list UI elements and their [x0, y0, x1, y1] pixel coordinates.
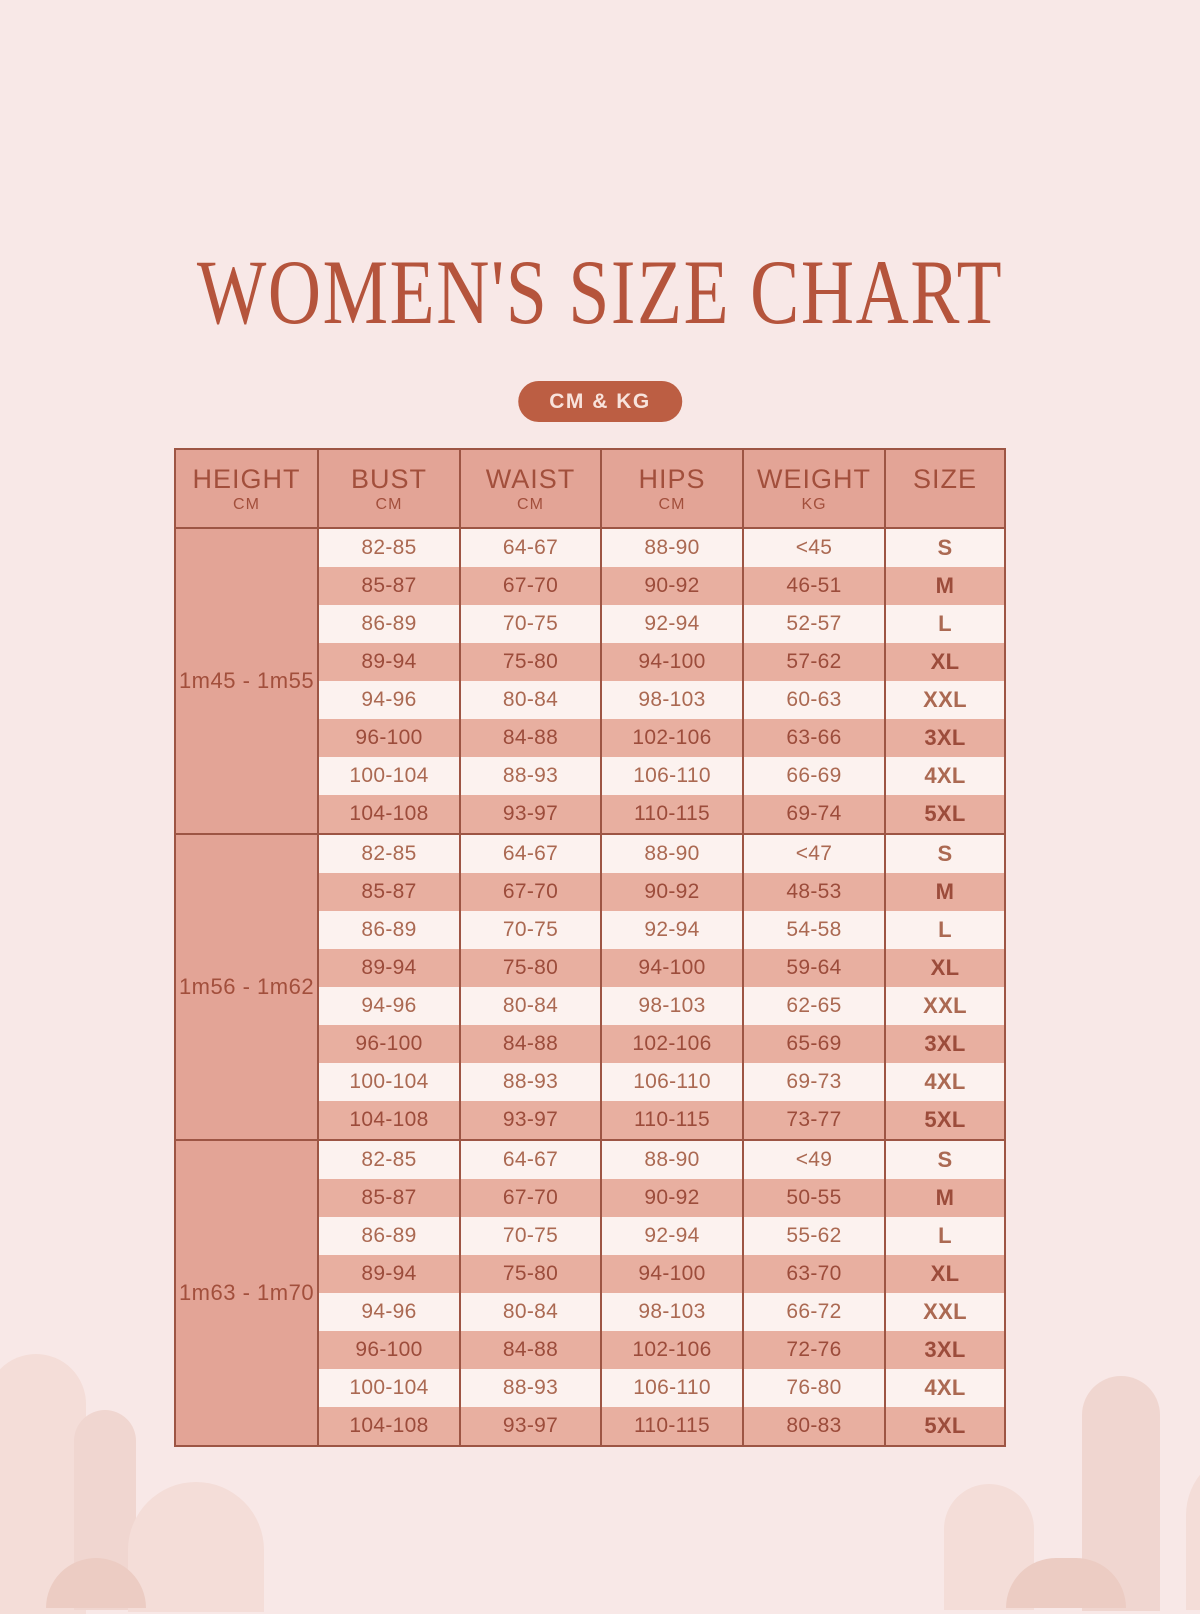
column-header-size [886, 450, 1004, 527]
waist-value: 88-93 [461, 1063, 602, 1101]
waist-value: 75-80 [461, 643, 602, 681]
bust-value: 86-89 [319, 911, 461, 949]
waist-value: 70-75 [461, 911, 602, 949]
waist-value: 93-97 [461, 795, 602, 833]
hips-value: 88-90 [602, 1141, 744, 1179]
hips-value: 88-90 [602, 835, 744, 873]
size-value: 5XL [924, 1413, 966, 1438]
bust-value: 85-87 [319, 873, 461, 911]
size-value: XL [930, 955, 960, 980]
size-value: M [935, 879, 955, 904]
column-label: WAIST [485, 463, 576, 494]
size-value: 4XL [924, 1069, 966, 1094]
column-header-hips [602, 450, 744, 527]
hips-value: 102-106 [602, 1331, 744, 1369]
bust-value: 100-104 [319, 1063, 461, 1101]
bust-value: 82-85 [319, 529, 461, 567]
group-rows [319, 835, 1004, 1139]
bust-value: 94-96 [319, 987, 461, 1025]
arch-decoration [1186, 1450, 1200, 1610]
waist-value: 67-70 [461, 1179, 602, 1217]
bust-value: 86-89 [319, 605, 461, 643]
size-value: XXL [923, 1299, 967, 1324]
hips-value: 110-115 [602, 1101, 744, 1139]
size-row [319, 605, 1004, 643]
size-value: M [935, 573, 955, 598]
hips-value: 88-90 [602, 529, 744, 567]
weight-value: 63-70 [744, 1255, 886, 1293]
size-row [319, 1179, 1004, 1217]
size-value: XL [930, 1261, 960, 1286]
size-row [319, 911, 1004, 949]
bust-value: 104-108 [319, 795, 461, 833]
column-label: BUST [350, 463, 427, 494]
hips-value: 106-110 [602, 1063, 744, 1101]
column-unit: CM [517, 495, 544, 513]
size-value: S [937, 1147, 953, 1172]
waist-value: 75-80 [461, 1255, 602, 1293]
weight-value: 57-62 [744, 643, 886, 681]
size-value: 5XL [924, 1107, 966, 1132]
bust-value: 82-85 [319, 835, 461, 873]
bust-value: 89-94 [319, 949, 461, 987]
waist-value: 70-75 [461, 605, 602, 643]
waist-value: 75-80 [461, 949, 602, 987]
size-row [319, 987, 1004, 1025]
weight-value: 73-77 [744, 1101, 886, 1139]
hips-value: 92-94 [602, 911, 744, 949]
bust-value: 86-89 [319, 1217, 461, 1255]
size-row [319, 719, 1004, 757]
waist-value: 64-67 [461, 529, 602, 567]
hips-value: 90-92 [602, 567, 744, 605]
weight-value: 69-74 [744, 795, 886, 833]
weight-value: 60-63 [744, 681, 886, 719]
bust-value: 96-100 [319, 719, 461, 757]
waist-value: 93-97 [461, 1101, 602, 1139]
column-unit: KG [801, 495, 827, 513]
height-group-label: 1m56 - 1m62 [176, 835, 319, 1139]
size-chart-table [174, 448, 1006, 1447]
weight-value: 66-72 [744, 1293, 886, 1331]
height-group-label: 1m63 - 1m70 [176, 1141, 319, 1445]
column-header-weight [744, 450, 886, 527]
hips-value: 98-103 [602, 681, 744, 719]
bust-value: 94-96 [319, 681, 461, 719]
group-rows [319, 529, 1004, 833]
column-label: HEIGHT [192, 463, 301, 494]
size-value: L [938, 1223, 952, 1248]
column-header-bust [319, 450, 461, 527]
waist-value: 70-75 [461, 1217, 602, 1255]
bust-value: 96-100 [319, 1025, 461, 1063]
size-row [319, 949, 1004, 987]
size-value: XXL [923, 993, 967, 1018]
hips-value: 94-100 [602, 1255, 744, 1293]
size-row [319, 757, 1004, 795]
waist-value: 64-67 [461, 835, 602, 873]
bust-value: 89-94 [319, 1255, 461, 1293]
column-unit: CM [375, 495, 403, 513]
height-group [176, 1139, 1004, 1445]
column-header-waist [461, 450, 602, 527]
hips-value: 92-94 [602, 1217, 744, 1255]
bust-value: 94-96 [319, 1293, 461, 1331]
column-label: HIPS [638, 463, 706, 494]
size-row [319, 1217, 1004, 1255]
size-value: L [938, 611, 952, 636]
weight-value: <47 [744, 835, 886, 873]
weight-value: 80-83 [744, 1407, 886, 1445]
size-row [319, 835, 1004, 873]
bust-value: 96-100 [319, 1331, 461, 1369]
size-value: 4XL [924, 763, 966, 788]
size-row [319, 1141, 1004, 1179]
weight-value: 54-58 [744, 911, 886, 949]
waist-value: 84-88 [461, 719, 602, 757]
column-header-height [176, 450, 319, 527]
weight-value: 69-73 [744, 1063, 886, 1101]
size-value: L [938, 917, 952, 942]
waist-value: 64-67 [461, 1141, 602, 1179]
size-row [319, 529, 1004, 567]
size-row [319, 1101, 1004, 1139]
bust-value: 100-104 [319, 757, 461, 795]
size-row [319, 1293, 1004, 1331]
arch-decoration [128, 1482, 264, 1612]
bust-value: 104-108 [319, 1407, 461, 1445]
waist-value: 84-88 [461, 1025, 602, 1063]
hips-value: 98-103 [602, 987, 744, 1025]
hips-value: 90-92 [602, 1179, 744, 1217]
bust-value: 82-85 [319, 1141, 461, 1179]
bust-value: 85-87 [319, 1179, 461, 1217]
weight-value: 62-65 [744, 987, 886, 1025]
bust-value: 104-108 [319, 1101, 461, 1139]
size-value: 3XL [924, 1337, 966, 1362]
size-row [319, 1369, 1004, 1407]
column-unit: CM [233, 495, 260, 513]
size-value: S [937, 535, 953, 560]
group-rows [319, 1141, 1004, 1445]
hips-value: 98-103 [602, 1293, 744, 1331]
bust-value: 100-104 [319, 1369, 461, 1407]
size-value: 3XL [924, 725, 966, 750]
waist-value: 80-84 [461, 1293, 602, 1331]
weight-value: 76-80 [744, 1369, 886, 1407]
size-row [319, 681, 1004, 719]
weight-value: 52-57 [744, 605, 886, 643]
size-value: XXL [923, 687, 967, 712]
waist-value: 80-84 [461, 681, 602, 719]
weight-value: 55-62 [744, 1217, 886, 1255]
page-title: WOMEN'S SIZE CHART [196, 241, 1004, 343]
size-row [319, 1407, 1004, 1445]
waist-value: 93-97 [461, 1407, 602, 1445]
waist-value: 84-88 [461, 1331, 602, 1369]
size-value: XL [930, 649, 960, 674]
hips-value: 94-100 [602, 643, 744, 681]
size-value: M [935, 1185, 955, 1210]
bust-value: 89-94 [319, 643, 461, 681]
hips-value: 102-106 [602, 719, 744, 757]
waist-value: 88-93 [461, 757, 602, 795]
column-unit: CM [658, 495, 686, 513]
height-group [176, 833, 1004, 1139]
bust-value: 85-87 [319, 567, 461, 605]
table-header-row [176, 450, 1004, 529]
waist-value: 67-70 [461, 873, 602, 911]
hips-value: 90-92 [602, 873, 744, 911]
column-label: SIZE [912, 463, 977, 494]
weight-value: 59-64 [744, 949, 886, 987]
size-row [319, 1063, 1004, 1101]
size-row [319, 1025, 1004, 1063]
hips-value: 94-100 [602, 949, 744, 987]
size-row [319, 643, 1004, 681]
hips-value: 106-110 [602, 757, 744, 795]
hips-value: 102-106 [602, 1025, 744, 1063]
size-value: 4XL [924, 1375, 966, 1400]
weight-value: 63-66 [744, 719, 886, 757]
size-row [319, 1331, 1004, 1369]
height-group-label: 1m45 - 1m55 [176, 529, 319, 833]
height-group [176, 529, 1004, 833]
waist-value: 80-84 [461, 987, 602, 1025]
size-row [319, 567, 1004, 605]
weight-value: 50-55 [744, 1179, 886, 1217]
size-value: 5XL [924, 801, 966, 826]
weight-value: 65-69 [744, 1025, 886, 1063]
hips-value: 110-115 [602, 1407, 744, 1445]
waist-value: 88-93 [461, 1369, 602, 1407]
hips-value: 110-115 [602, 795, 744, 833]
weight-value: 46-51 [744, 567, 886, 605]
weight-value: 72-76 [744, 1331, 886, 1369]
weight-value: 66-69 [744, 757, 886, 795]
size-value: 3XL [924, 1031, 966, 1056]
size-row [319, 1255, 1004, 1293]
units-badge: CM & KG [518, 381, 682, 422]
size-row [319, 873, 1004, 911]
weight-value: 48-53 [744, 873, 886, 911]
column-label: WEIGHT [757, 463, 871, 494]
weight-value: <49 [744, 1141, 886, 1179]
waist-value: 67-70 [461, 567, 602, 605]
hips-value: 92-94 [602, 605, 744, 643]
size-row [319, 795, 1004, 833]
weight-value: <45 [744, 529, 886, 567]
size-value: S [937, 841, 953, 866]
hips-value: 106-110 [602, 1369, 744, 1407]
